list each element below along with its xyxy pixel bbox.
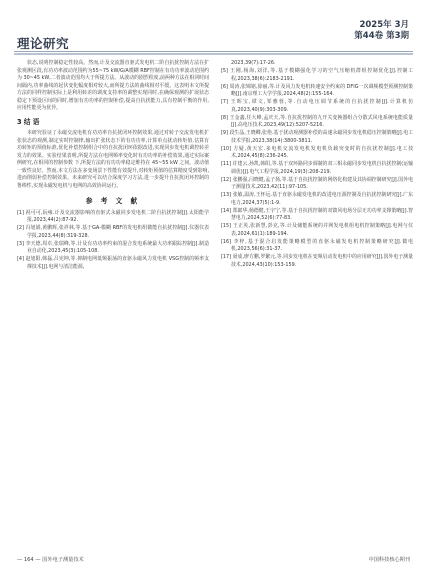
- reference-item: [2] 冯旭娟,黄鹏辉,张祥林,等.基于GA-模糊 RBF的发电机组微能自抗扰控制[J].仪器仪表学报,2023,44(8):319-328.: [17, 225, 209, 239]
- reference-continuation: 2023,39(7):17-26.: [231, 60, 276, 66]
- reference-item: [13] 张敏,温涛,王怀远.基于直驱永磁发电机的改进电压源控制及自抗扰控制研究[J].广东电力,2024,37(5):1-9.: [221, 192, 413, 206]
- issue-date: 2025年 3月: [359, 20, 409, 30]
- reference-item: [6] 周涛,张锦铭,徐丽,等.计及风力发电机转速安全约束的 DFIG一次调频模型预测控制策略[J].南京理工大学学报,2024,48(2):155-164.: [221, 83, 413, 97]
- reference-item: [7] 王晖宝,谭文,邹雅蓉,等.自动电压调节系统的自抗扰控制[J].计算机仿真,2023,40(9):303-309.: [221, 99, 413, 113]
- reference-item: [17] 聂成,廖方鹏,罗繁元,等.同步发电机在变频启动发电机中的应用研究[J].国外电子测量技术,2024,43(10):153-159.: [221, 254, 413, 268]
- reference-item: [8] 王金鑫,任大峰,孟庆天,等.自抗扰控制的九开关变换器组合分散式风电系统电能质量[J].高电压技术,2023,49(12):5207-5216.: [221, 114, 413, 128]
- reference-item: [1] 祝可可,阮雍.计及交流器影响的直驱式永磁同步发电机二阶自抗扰控制[J].太阳能学报,2023,44(2):87-92.: [17, 209, 209, 223]
- reference-item: [9] 段生晶,王晓卿,张艳.基于扰动观测器补偿的高速永磁同步发电机稳压控制策略[J].电工技术学报,2023,38(14):3800-3811.: [221, 130, 413, 144]
- reference-item: [14] 郑郎华,杨德健,王宇宁,等.基于自抗扰控制的双馈风电场分层无功功率支撑策略[J].智慧电力,2024,52(6):77-83.: [221, 207, 413, 221]
- conclusion-heading: 3 结 语: [17, 117, 40, 126]
- reference-item: [3] 李天德,周卓,张瑞峰,等.计及有功功率约束的混合发电系统最大功率跟踪控制[J].制造业自动化,2023,45(3):105-108.: [17, 240, 209, 254]
- reference-item: [5] 王刚,杨海,刘洋,等.基于模糊强化学习的空气压缩机群组控制优化[J].控制工程,2023,38(6):2183-2191.: [221, 68, 413, 82]
- reference-item: [11] 许建云,孙凯,韩阳,等.基于双环路同步调制的双三相永磁同步发电机自抗扰控制(运输调优)[J].电气工程学报,2024,19(3):208-219.: [221, 161, 413, 175]
- reference-item: [10] 方疑,黄天宏.多电机交流发电机发电机负载突变时的自抗扰控制[J].电工技术,2024,45(8):236-245.: [221, 145, 413, 159]
- body-paragraph: 状态,说明控制稳定性较高。然而,计及交流器直驱式发电机二阶自抗扰控制方法在扩张观测区段,有功功率波动范围约为55~75 kW/G/A模糊 RBF控制在有功功率波动范围约为 30~45 kW,二者波动范围均大于所提方法。从波动的剧烈程度,前两种方法在相同时间间隔内,功率曲线的起伏变化幅度相对较大,而所提方法的曲线相对平缓。这表明本文所提方法的同样控制实际上是利用转差的调度支持率的调整实现同时,在确保观测的扩展状态稳定下预设区间的同时,增加有功功率的控制补偿,提高自抗扰能力,具有控制平衡的作用,应用性能更为优异。: [17, 60, 209, 111]
- footer-page-journal: — 164 — 国外电子测量技术: [17, 557, 84, 563]
- right-column: [221, 60, 413, 270]
- reference-item: [15] 王正英,张新慧,彭克,等.计及储能系统的并网发电机组电机控制策略[J].电网与仪表,2024,61(1):189-194.: [221, 223, 413, 237]
- page-header: [0, 0, 427, 58]
- reference-item: [4] 赵旭阳,韩磊,吕宪坤,等.抑制电网低频振荡的直驱永磁风力发电机 VSG控制的频率支撑技术[J].电网与清洁能源,: [17, 256, 209, 270]
- reference-item: [16] 李梓,基于混合启发能策略模型的直驱永磁发电机控制策略研究[J].微电机,2023,56(6):31-37.: [221, 238, 413, 252]
- issue-info: [354, 20, 409, 42]
- conclusion-paragraph: 本研究验证了永磁交流电机有功功率自抗扰闭环控制效果,通过对转子交流发电机扩张状态的观测,制定实时控制律,输出扩张状态下的有功功率,计算单点扰动转矩值,估算有功转矩的预值标准,优化补偿控制组合中的自抗扰闭环依据改进,实现同步发电机调控转差发力的效果。实验结果表明,所提方法在电网频率变化时有功功率的补偿效果,通过实际案例研究,在相同的控制参数 下,所提方法的有功功率稳定维持在 45~55 kW 之间。波动值一致性良好。然而,本文方法在多变场景下性能有效提升,对转矩预值的估算精度受到影响,进而削弱补偿控制效果。未来研究可以结合深度学习方法,进一步提升自抗扰闭环控制的鲁棒性,实现永磁发电机与电网的高效协同运行。: [17, 130, 209, 189]
- footer-journal-label: 中国科技核心期刊: [368, 557, 410, 563]
- issue-volume: 第44卷 第3期: [354, 31, 409, 41]
- section-title: 理论研究: [17, 36, 70, 51]
- references-heading: 参 考 文 献: [85, 197, 141, 205]
- page-footer: [0, 555, 427, 575]
- header-divider: [14, 51, 413, 52]
- left-column: [17, 60, 209, 272]
- reference-item: [12] 张鹏强,闫晓健,孟子扬,等.基于自抗扰控制的网络化构建及其协调控制研究[J].国外电子测量技术,2023,42(11):97-105.: [221, 176, 413, 190]
- header-divider-bar: [14, 53, 413, 55]
